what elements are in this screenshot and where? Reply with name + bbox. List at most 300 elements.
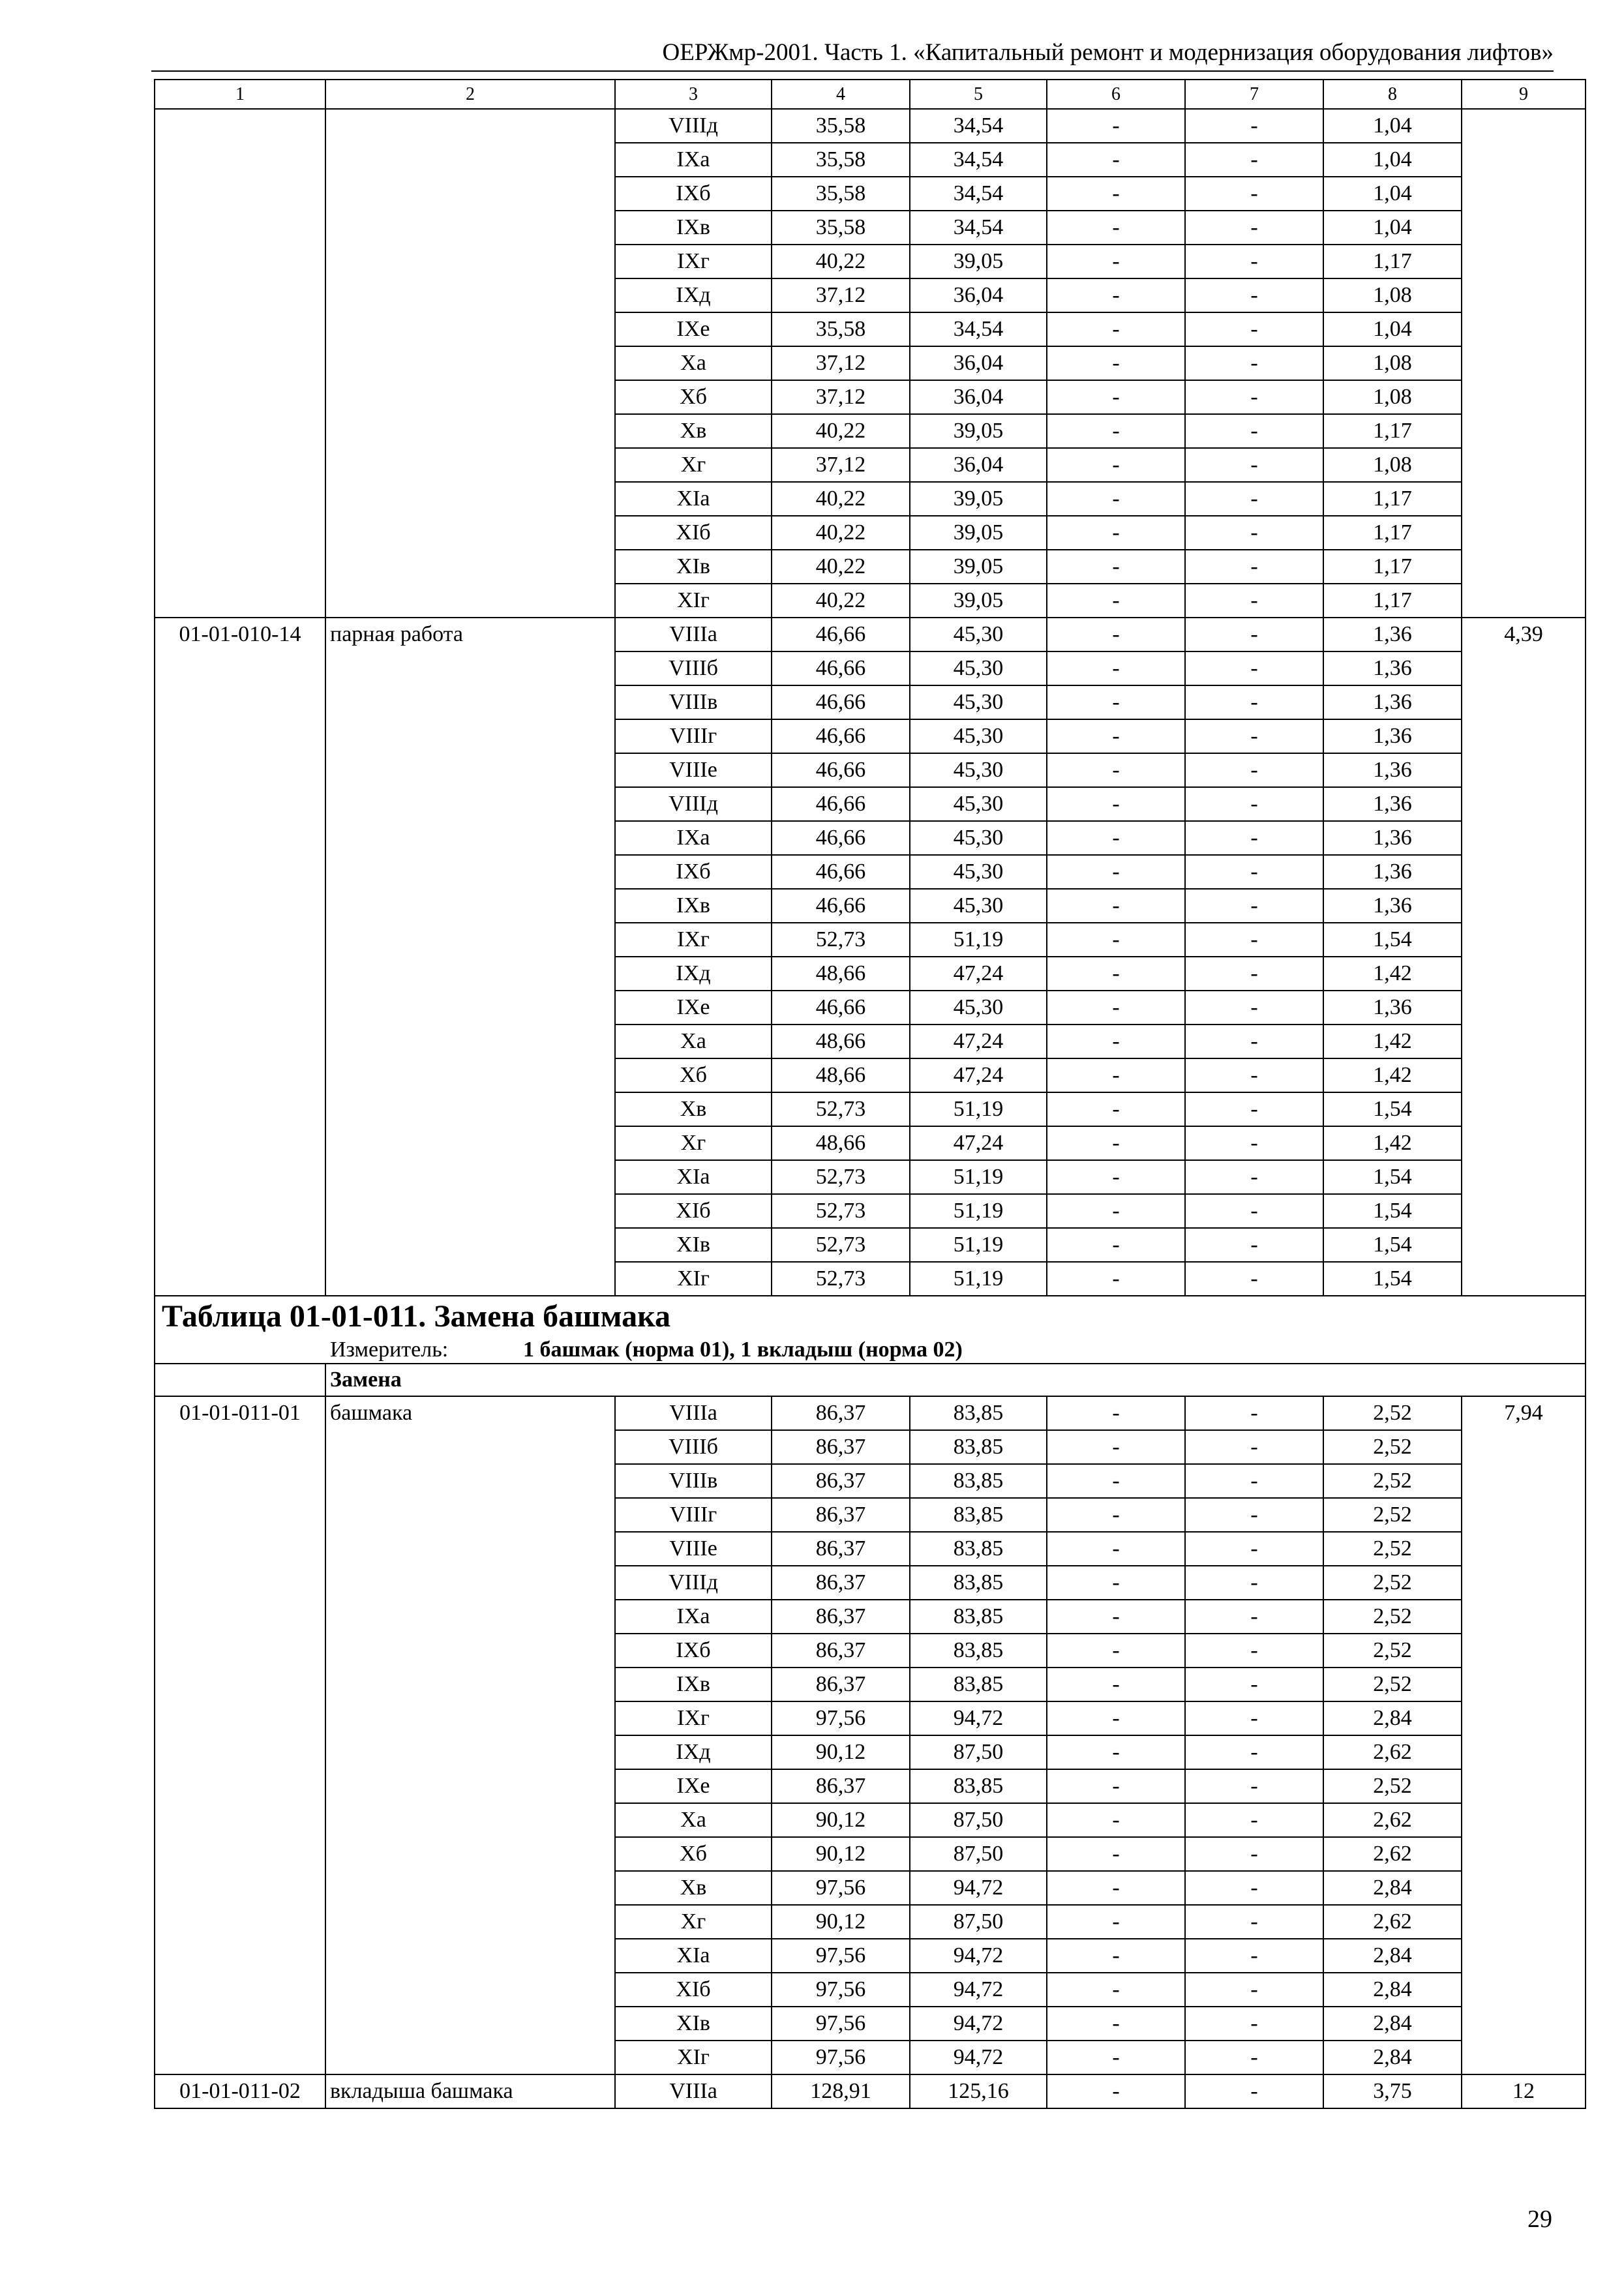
class-cell: IXб: [615, 855, 772, 889]
cost-wage-cell: 34,54: [910, 109, 1047, 143]
class-cell: IXд: [615, 278, 772, 312]
class-cell: Xб: [615, 1058, 772, 1092]
cost-total-cell: 90,12: [772, 1803, 910, 1837]
class-cell: XIа: [615, 1939, 772, 1973]
labor-cost-cell: 12: [1462, 2074, 1586, 2108]
machinist-wage-cell: -: [1185, 1498, 1323, 1532]
norm-code: [155, 109, 325, 618]
materials-cell: 1,04: [1323, 143, 1462, 177]
cost-wage-cell: 39,05: [910, 516, 1047, 550]
materials-cell: 1,08: [1323, 346, 1462, 380]
materials-cell: 2,52: [1323, 1498, 1462, 1532]
cost-total-cell: 86,37: [772, 1430, 910, 1464]
machinist-wage-cell: -: [1185, 1025, 1323, 1058]
cost-total-cell: 52,73: [772, 1262, 910, 1296]
machinist-wage-cell: -: [1185, 1262, 1323, 1296]
machine-cost-cell: -: [1047, 1973, 1185, 2007]
class-cell: IXв: [615, 889, 772, 923]
materials-cell: 1,36: [1323, 651, 1462, 685]
cost-wage-cell: 94,72: [910, 1871, 1047, 1905]
machinist-wage-cell: -: [1185, 1735, 1323, 1769]
materials-cell: 1,54: [1323, 1092, 1462, 1126]
cost-wage-cell: 94,72: [910, 2007, 1047, 2041]
materials-cell: 3,75: [1323, 2074, 1462, 2108]
cost-wage-cell: 34,54: [910, 312, 1047, 346]
cost-wage-cell: 94,72: [910, 1973, 1047, 2007]
cost-wage-cell: 36,04: [910, 448, 1047, 482]
cost-total-cell: 46,66: [772, 685, 910, 719]
machine-cost-cell: -: [1047, 177, 1185, 211]
cost-wage-cell: 45,30: [910, 889, 1047, 923]
cost-total-cell: 97,56: [772, 2007, 910, 2041]
cost-wage-cell: 47,24: [910, 1025, 1047, 1058]
machinist-wage-cell: -: [1185, 855, 1323, 889]
materials-cell: 1,36: [1323, 719, 1462, 753]
materials-cell: 2,52: [1323, 1668, 1462, 1701]
cost-wage-cell: 83,85: [910, 1532, 1047, 1566]
machine-cost-cell: -: [1047, 448, 1185, 482]
cost-wage-cell: 51,19: [910, 1262, 1047, 1296]
materials-cell: 1,17: [1323, 245, 1462, 278]
machine-cost-cell: -: [1047, 109, 1185, 143]
materials-cell: 1,08: [1323, 380, 1462, 414]
class-cell: Xг: [615, 1905, 772, 1939]
column-number: 2: [325, 80, 615, 109]
cost-total-cell: 37,12: [772, 346, 910, 380]
materials-cell: 2,84: [1323, 1939, 1462, 1973]
machine-cost-cell: -: [1047, 1498, 1185, 1532]
machine-cost-cell: -: [1047, 618, 1185, 651]
class-cell: IXг: [615, 1701, 772, 1735]
machinist-wage-cell: -: [1185, 1668, 1323, 1701]
labor-cost-cell: 7,94: [1462, 1396, 1586, 2074]
machine-cost-cell: -: [1047, 278, 1185, 312]
class-cell: Xв: [615, 1092, 772, 1126]
materials-cell: 2,84: [1323, 1701, 1462, 1735]
cost-total-cell: 52,73: [772, 1228, 910, 1262]
materials-cell: 2,84: [1323, 2007, 1462, 2041]
cost-total-cell: 97,56: [772, 2041, 910, 2074]
materials-cell: 1,17: [1323, 516, 1462, 550]
class-cell: VIIIа: [615, 2074, 772, 2108]
machinist-wage-cell: -: [1185, 1973, 1323, 2007]
materials-cell: 1,42: [1323, 1058, 1462, 1092]
class-cell: VIIIв: [615, 685, 772, 719]
cost-wage-cell: 45,30: [910, 821, 1047, 855]
class-cell: XIа: [615, 482, 772, 516]
machinist-wage-cell: -: [1185, 1092, 1323, 1126]
materials-cell: 2,52: [1323, 1396, 1462, 1430]
class-cell: IXг: [615, 923, 772, 957]
cost-total-cell: 46,66: [772, 889, 910, 923]
unit-value: 1 башмак (норма 01), 1 вкладыш (норма 02): [523, 1338, 963, 1362]
cost-wage-cell: 39,05: [910, 482, 1047, 516]
norms-table: [154, 79, 1586, 2109]
cost-total-cell: 90,12: [772, 1735, 910, 1769]
group-label: Замена: [325, 1364, 1586, 1396]
cost-total-cell: 52,73: [772, 1092, 910, 1126]
class-cell: XIг: [615, 584, 772, 618]
cost-wage-cell: 36,04: [910, 278, 1047, 312]
cost-wage-cell: 94,72: [910, 1701, 1047, 1735]
machine-cost-cell: -: [1047, 1430, 1185, 1464]
class-cell: XIв: [615, 550, 772, 584]
cost-wage-cell: 51,19: [910, 1194, 1047, 1228]
machine-cost-cell: -: [1047, 414, 1185, 448]
machinist-wage-cell: -: [1185, 1769, 1323, 1803]
machine-cost-cell: -: [1047, 651, 1185, 685]
machine-cost-cell: -: [1047, 1600, 1185, 1634]
cost-total-cell: 35,58: [772, 177, 910, 211]
materials-cell: 1,36: [1323, 685, 1462, 719]
machine-cost-cell: -: [1047, 889, 1185, 923]
machinist-wage-cell: -: [1185, 1228, 1323, 1262]
cost-wage-cell: 83,85: [910, 1396, 1047, 1430]
cost-wage-cell: 36,04: [910, 346, 1047, 380]
cost-total-cell: 40,22: [772, 584, 910, 618]
class-cell: IXв: [615, 211, 772, 245]
materials-cell: 1,17: [1323, 584, 1462, 618]
cost-total-cell: 46,66: [772, 651, 910, 685]
labor-cost-cell: [1462, 109, 1586, 618]
machinist-wage-cell: -: [1185, 618, 1323, 651]
class-cell: VIIIв: [615, 1464, 772, 1498]
materials-cell: 1,42: [1323, 957, 1462, 991]
machine-cost-cell: -: [1047, 143, 1185, 177]
machinist-wage-cell: -: [1185, 1160, 1323, 1194]
class-cell: IXб: [615, 177, 772, 211]
materials-cell: 2,52: [1323, 1600, 1462, 1634]
cost-total-cell: 86,37: [772, 1566, 910, 1600]
materials-cell: 1,08: [1323, 448, 1462, 482]
cost-wage-cell: 47,24: [910, 957, 1047, 991]
class-cell: VIIIб: [615, 1430, 772, 1464]
machine-cost-cell: -: [1047, 1701, 1185, 1735]
machinist-wage-cell: -: [1185, 2074, 1323, 2108]
machinist-wage-cell: -: [1185, 380, 1323, 414]
machinist-wage-cell: -: [1185, 448, 1323, 482]
section-title: Таблица 01-01-011. Замена башмака: [155, 1296, 1586, 1337]
machine-cost-cell: -: [1047, 211, 1185, 245]
cost-wage-cell: 34,54: [910, 143, 1047, 177]
column-number: 6: [1047, 80, 1185, 109]
class-cell: IXд: [615, 1735, 772, 1769]
cost-total-cell: 37,12: [772, 278, 910, 312]
materials-cell: 2,62: [1323, 1837, 1462, 1871]
cost-wage-cell: 94,72: [910, 1939, 1047, 1973]
cost-wage-cell: 51,19: [910, 923, 1047, 957]
machine-cost-cell: -: [1047, 245, 1185, 278]
cost-total-cell: 97,56: [772, 1701, 910, 1735]
materials-cell: 1,17: [1323, 482, 1462, 516]
norm-name: [325, 109, 615, 618]
cost-total-cell: 46,66: [772, 753, 910, 787]
cost-wage-cell: 125,16: [910, 2074, 1047, 2108]
machine-cost-cell: -: [1047, 1803, 1185, 1837]
machine-cost-cell: -: [1047, 584, 1185, 618]
cost-wage-cell: 87,50: [910, 1837, 1047, 1871]
class-cell: IXе: [615, 991, 772, 1025]
machinist-wage-cell: -: [1185, 1126, 1323, 1160]
materials-cell: 1,04: [1323, 211, 1462, 245]
machine-cost-cell: -: [1047, 1668, 1185, 1701]
cost-total-cell: 48,66: [772, 957, 910, 991]
materials-cell: 2,52: [1323, 1464, 1462, 1498]
norm-code: 01-01-011-01: [155, 1396, 325, 2074]
cost-wage-cell: 87,50: [910, 1803, 1047, 1837]
cost-total-cell: 86,37: [772, 1396, 910, 1430]
machinist-wage-cell: -: [1185, 2007, 1323, 2041]
materials-cell: 1,36: [1323, 889, 1462, 923]
cost-total-cell: 35,58: [772, 211, 910, 245]
machine-cost-cell: -: [1047, 787, 1185, 821]
cost-wage-cell: 47,24: [910, 1058, 1047, 1092]
cost-total-cell: 40,22: [772, 482, 910, 516]
cost-wage-cell: 83,85: [910, 1600, 1047, 1634]
machine-cost-cell: -: [1047, 1464, 1185, 1498]
class-cell: Xг: [615, 1126, 772, 1160]
class-cell: VIIIб: [615, 651, 772, 685]
materials-cell: 1,36: [1323, 787, 1462, 821]
cost-wage-cell: 45,30: [910, 685, 1047, 719]
machine-cost-cell: -: [1047, 346, 1185, 380]
cost-wage-cell: 83,85: [910, 1430, 1047, 1464]
machinist-wage-cell: -: [1185, 821, 1323, 855]
class-cell: IXе: [615, 1769, 772, 1803]
cost-total-cell: 48,66: [772, 1025, 910, 1058]
machinist-wage-cell: -: [1185, 1634, 1323, 1668]
machinist-wage-cell: -: [1185, 1837, 1323, 1871]
materials-cell: 2,52: [1323, 1532, 1462, 1566]
machinist-wage-cell: -: [1185, 1905, 1323, 1939]
class-cell: VIIIг: [615, 719, 772, 753]
machine-cost-cell: -: [1047, 1735, 1185, 1769]
machine-cost-cell: -: [1047, 1532, 1185, 1566]
machinist-wage-cell: -: [1185, 1464, 1323, 1498]
materials-cell: 1,17: [1323, 414, 1462, 448]
section-title-row: [155, 1296, 1586, 1337]
cost-total-cell: 35,58: [772, 143, 910, 177]
machinist-wage-cell: -: [1185, 1701, 1323, 1735]
machinist-wage-cell: -: [1185, 312, 1323, 346]
machinist-wage-cell: -: [1185, 1532, 1323, 1566]
machine-cost-cell: -: [1047, 1194, 1185, 1228]
cost-total-cell: 46,66: [772, 787, 910, 821]
machine-cost-cell: -: [1047, 550, 1185, 584]
table-row: [155, 109, 1586, 143]
cost-wage-cell: 39,05: [910, 414, 1047, 448]
machine-cost-cell: -: [1047, 1228, 1185, 1262]
cost-total-cell: 46,66: [772, 855, 910, 889]
group-row: [155, 1364, 1586, 1396]
machine-cost-cell: -: [1047, 1837, 1185, 1871]
cost-total-cell: 40,22: [772, 550, 910, 584]
column-number: 3: [615, 80, 772, 109]
machine-cost-cell: -: [1047, 957, 1185, 991]
machinist-wage-cell: -: [1185, 991, 1323, 1025]
cost-wage-cell: 51,19: [910, 1160, 1047, 1194]
cost-total-cell: 46,66: [772, 719, 910, 753]
machine-cost-cell: -: [1047, 991, 1185, 1025]
cost-total-cell: 46,66: [772, 991, 910, 1025]
group-empty-cell: [155, 1364, 325, 1396]
machinist-wage-cell: -: [1185, 753, 1323, 787]
cost-total-cell: 86,37: [772, 1600, 910, 1634]
machinist-wage-cell: -: [1185, 1939, 1323, 1973]
cost-total-cell: 35,58: [772, 109, 910, 143]
machine-cost-cell: -: [1047, 685, 1185, 719]
machinist-wage-cell: -: [1185, 1396, 1323, 1430]
class-cell: VIIIа: [615, 1396, 772, 1430]
machinist-wage-cell: -: [1185, 245, 1323, 278]
machinist-wage-cell: -: [1185, 719, 1323, 753]
cost-wage-cell: 87,50: [910, 1905, 1047, 1939]
cost-wage-cell: 83,85: [910, 1498, 1047, 1532]
class-cell: XIа: [615, 1160, 772, 1194]
materials-cell: 1,04: [1323, 177, 1462, 211]
machine-cost-cell: -: [1047, 2007, 1185, 2041]
table-row: [155, 2074, 1586, 2108]
class-cell: IXе: [615, 312, 772, 346]
machine-cost-cell: -: [1047, 2074, 1185, 2108]
class-cell: IXа: [615, 143, 772, 177]
materials-cell: 2,62: [1323, 1735, 1462, 1769]
cost-wage-cell: 39,05: [910, 550, 1047, 584]
class-cell: Xа: [615, 1025, 772, 1058]
cost-total-cell: 97,56: [772, 1939, 910, 1973]
class-cell: Xб: [615, 380, 772, 414]
cost-total-cell: 86,37: [772, 1464, 910, 1498]
materials-cell: 1,04: [1323, 109, 1462, 143]
cost-total-cell: 86,37: [772, 1769, 910, 1803]
class-cell: XIв: [615, 2007, 772, 2041]
machinist-wage-cell: -: [1185, 1194, 1323, 1228]
machine-cost-cell: -: [1047, 482, 1185, 516]
cost-total-cell: 86,37: [772, 1668, 910, 1701]
class-cell: XIб: [615, 1973, 772, 2007]
cost-wage-cell: 45,30: [910, 855, 1047, 889]
cost-total-cell: 52,73: [772, 1194, 910, 1228]
class-cell: IXб: [615, 1634, 772, 1668]
cost-wage-cell: 34,54: [910, 177, 1047, 211]
materials-cell: 2,84: [1323, 1871, 1462, 1905]
cost-total-cell: 46,66: [772, 821, 910, 855]
machine-cost-cell: -: [1047, 516, 1185, 550]
page-number: 29: [1527, 2206, 1552, 2233]
cost-total-cell: 40,22: [772, 414, 910, 448]
cost-wage-cell: 83,85: [910, 1464, 1047, 1498]
materials-cell: 1,54: [1323, 1160, 1462, 1194]
class-cell: XIб: [615, 1194, 772, 1228]
class-cell: VIIIг: [615, 1498, 772, 1532]
cost-wage-cell: 45,30: [910, 719, 1047, 753]
class-cell: IXд: [615, 957, 772, 991]
class-cell: XIг: [615, 1262, 772, 1296]
cost-total-cell: 128,91: [772, 2074, 910, 2108]
materials-cell: 1,42: [1323, 1025, 1462, 1058]
machinist-wage-cell: -: [1185, 1871, 1323, 1905]
machinist-wage-cell: -: [1185, 584, 1323, 618]
machinist-wage-cell: -: [1185, 787, 1323, 821]
table-body: [155, 80, 1586, 2108]
machine-cost-cell: -: [1047, 1092, 1185, 1126]
machinist-wage-cell: -: [1185, 923, 1323, 957]
page-header-title: ОЕРЖмр-2001. Часть 1. «Капитальный ремонт и модернизация оборудования лифтов»: [662, 39, 1554, 66]
column-number: 1: [155, 80, 325, 109]
machinist-wage-cell: -: [1185, 143, 1323, 177]
cost-wage-cell: 34,54: [910, 211, 1047, 245]
class-cell: XIб: [615, 516, 772, 550]
cost-total-cell: 52,73: [772, 923, 910, 957]
cost-wage-cell: 83,85: [910, 1668, 1047, 1701]
class-cell: Xа: [615, 346, 772, 380]
machinist-wage-cell: -: [1185, 2041, 1323, 2074]
cost-total-cell: 37,12: [772, 448, 910, 482]
class-cell: IXа: [615, 1600, 772, 1634]
machine-cost-cell: -: [1047, 1396, 1185, 1430]
class-cell: VIIIа: [615, 618, 772, 651]
cost-total-cell: 86,37: [772, 1498, 910, 1532]
cost-total-cell: 40,22: [772, 245, 910, 278]
unit-cell: [155, 1337, 1586, 1364]
machine-cost-cell: -: [1047, 1634, 1185, 1668]
header-divider: [151, 70, 1554, 72]
machine-cost-cell: -: [1047, 821, 1185, 855]
materials-cell: 1,54: [1323, 1262, 1462, 1296]
materials-cell: 2,52: [1323, 1566, 1462, 1600]
cost-wage-cell: 83,85: [910, 1634, 1047, 1668]
cost-total-cell: 90,12: [772, 1837, 910, 1871]
class-cell: Xв: [615, 414, 772, 448]
machinist-wage-cell: -: [1185, 1058, 1323, 1092]
cost-wage-cell: 45,30: [910, 753, 1047, 787]
machinist-wage-cell: -: [1185, 414, 1323, 448]
materials-cell: 1,36: [1323, 821, 1462, 855]
cost-wage-cell: 47,24: [910, 1126, 1047, 1160]
norm-name: вкладыша башмака: [325, 2074, 615, 2108]
machinist-wage-cell: -: [1185, 1803, 1323, 1837]
machinist-wage-cell: -: [1185, 550, 1323, 584]
machine-cost-cell: -: [1047, 2041, 1185, 2074]
machinist-wage-cell: -: [1185, 1430, 1323, 1464]
materials-cell: 2,52: [1323, 1430, 1462, 1464]
column-number: 7: [1185, 80, 1323, 109]
machinist-wage-cell: -: [1185, 1566, 1323, 1600]
machine-cost-cell: -: [1047, 1160, 1185, 1194]
materials-cell: 1,42: [1323, 1126, 1462, 1160]
materials-cell: 1,54: [1323, 1228, 1462, 1262]
column-number: 9: [1462, 80, 1586, 109]
cost-wage-cell: 51,19: [910, 1092, 1047, 1126]
machine-cost-cell: -: [1047, 719, 1185, 753]
cost-total-cell: 48,66: [772, 1126, 910, 1160]
class-cell: XIв: [615, 1228, 772, 1262]
materials-cell: 1,08: [1323, 278, 1462, 312]
cost-wage-cell: 83,85: [910, 1769, 1047, 1803]
materials-cell: 1,36: [1323, 991, 1462, 1025]
class-cell: Xа: [615, 1803, 772, 1837]
machine-cost-cell: -: [1047, 1025, 1185, 1058]
materials-cell: 2,62: [1323, 1905, 1462, 1939]
cost-total-cell: 52,73: [772, 1160, 910, 1194]
class-cell: VIIIд: [615, 1566, 772, 1600]
norm-code: 01-01-010-14: [155, 618, 325, 1296]
machinist-wage-cell: -: [1185, 278, 1323, 312]
materials-cell: 2,52: [1323, 1769, 1462, 1803]
class-cell: IXа: [615, 821, 772, 855]
machinist-wage-cell: -: [1185, 1600, 1323, 1634]
cost-total-cell: 37,12: [772, 380, 910, 414]
